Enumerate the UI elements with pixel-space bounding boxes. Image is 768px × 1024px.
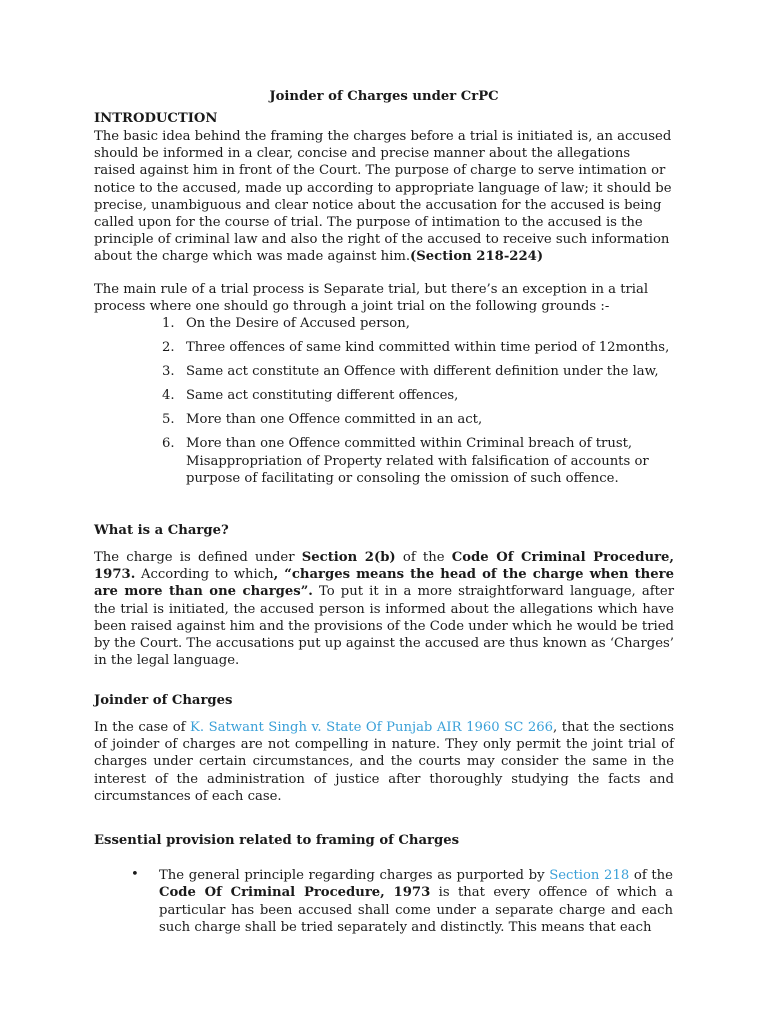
- intro-text: The basic idea behind the framing the charges before a trial is initiated is, an accused should be informed in a clear, concise and precise manner about the allegations raised against him in front of the Court. The purpose of charge to serve intimation or notice to the accused, made up according to appropriate language of law; it should be precise, unambiguous and clear notice about the accusation for the accused is being called upon for the course of trial. The purpose of intimation to the accused is the principle of criminal law and also the right of the accused to receive such information about the charge which was made against him.: [94, 129, 672, 265]
- crpc-code-ref: Code Of Criminal Procedure, 1973.: [94, 550, 675, 583]
- charge-text: of the: [395, 550, 452, 565]
- bullet-text: of the: [629, 868, 673, 883]
- document-title: Joinder of Charges under CrPC: [269, 89, 499, 104]
- bullet-icon: •: [131, 867, 139, 882]
- charge-heading: What is a Charge?: [94, 523, 229, 538]
- bullet-text: is that every offence of which a particular has been accused shall come under a separate charge and each such charge shall be tried separately and distinctly. This means that each: [159, 885, 673, 936]
- case-citation-link[interactable]: K. Satwant Singh v. State Of Punjab AIR 1960 SC 266: [190, 720, 553, 735]
- list-text: On the Desire of Accused person,: [186, 316, 410, 331]
- list-text: More than one Offence committed in an act,: [186, 412, 483, 428]
- bullet-text: The general principle regarding charges as purported by: [159, 868, 550, 883]
- list-number: 4.: [162, 388, 175, 404]
- list-text: Same act constituting different offences,: [186, 388, 459, 404]
- main-rule-paragraph: The main rule of a trial process is Separate trial, but there’s an exception in a trial process where one should go through a joint trial on the following grounds :-: [94, 282, 649, 315]
- list-item: [158, 363, 678, 380]
- list-item: [158, 411, 678, 428]
- intro-paragraph: [94, 128, 674, 266]
- list-item: [158, 315, 678, 332]
- crpc-code-ref: Code Of Criminal Procedure, 1973: [159, 885, 431, 901]
- section-2b-ref: Section 2(b): [301, 550, 396, 565]
- joinder-heading: Joinder of Charges: [94, 693, 233, 708]
- list-number: 5.: [162, 412, 175, 428]
- charge-paragraph: [94, 549, 674, 669]
- grounds-list: [158, 315, 678, 494]
- intro-heading: INTRODUCTION: [94, 111, 218, 126]
- charge-definition-quote: , “charges means the head of the charge when there are more than one charges”.: [94, 567, 674, 600]
- essential-bullet-paragraph: [159, 867, 673, 937]
- list-text: Three offences of same kind committed within time period of 12months,: [186, 340, 670, 356]
- list-number: 6.: [162, 436, 175, 452]
- list-text: More than one Offence committed within Criminal breach of trust, Misappropriation of Property related with falsification of accounts or purpose of facilitating or consoling the omission of such offence.: [186, 436, 649, 486]
- joinder-paragraph: [94, 719, 674, 805]
- list-number: 1.: [162, 316, 175, 331]
- list-text: Same act constitute an Offence with different definition under the law,: [186, 364, 659, 380]
- charge-text: To put it in a more straightforward language, after the trial is initiated, the accused person is informed about the allegations which have been raised against him and the provisions of the Code under which he would be tried by the Court. The accusations put up against the accused are thus known as ‘Charges’ in the legal language.: [94, 584, 675, 669]
- list-number: 3.: [162, 364, 175, 380]
- section-range-ref: (Section 218-224): [410, 249, 544, 265]
- charge-text: The charge is defined under: [94, 550, 302, 565]
- charge-text: According to which: [135, 567, 274, 583]
- essential-heading: Essential provision related to framing of Charges: [94, 833, 460, 848]
- section-218-link[interactable]: Section 218: [549, 868, 630, 883]
- list-item: [158, 387, 678, 404]
- list-item: [158, 339, 678, 356]
- joinder-text: , that the sections of joinder of charges are not compelling in nature. They only permit the joint trial of charges under certain circumstances, and the courts may consider the same in the interest of the administration of justice after thoroughly studying the facts and circumstances of each case.: [94, 720, 674, 804]
- list-number: 2.: [162, 340, 175, 356]
- joinder-text: In the case of: [94, 720, 191, 735]
- list-item: [158, 435, 678, 487]
